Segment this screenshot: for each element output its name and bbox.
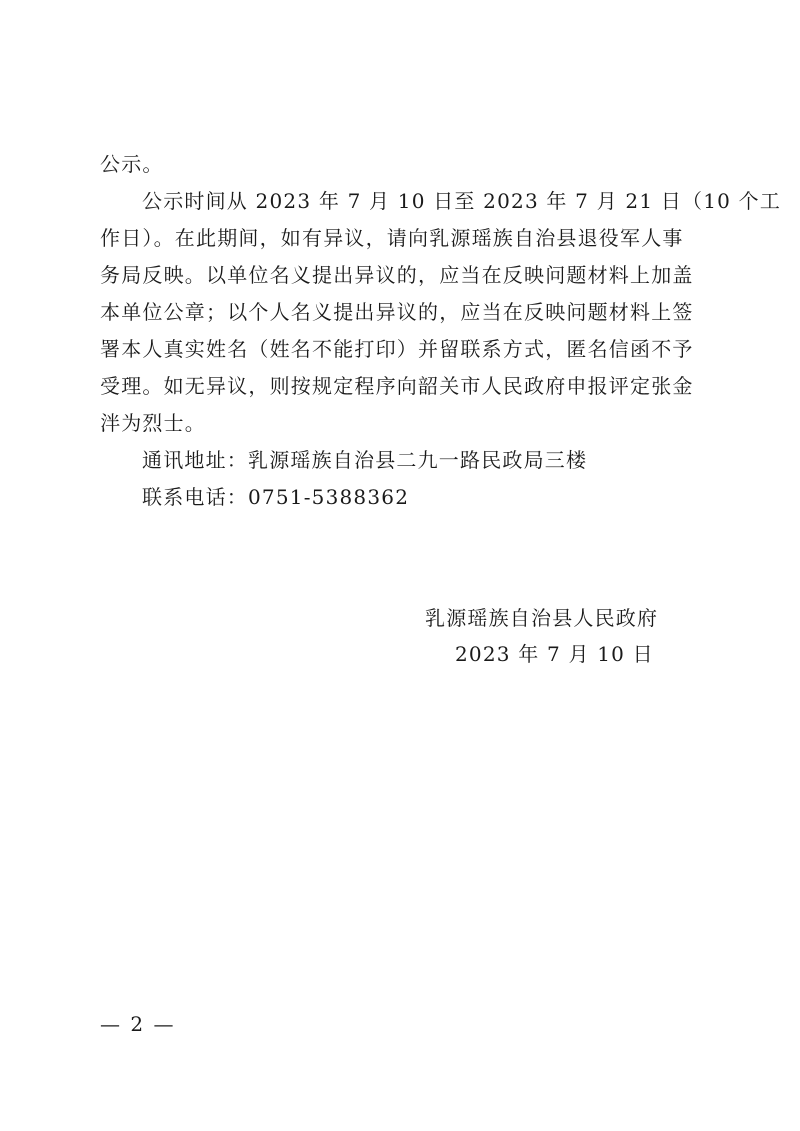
document-body xyxy=(100,146,782,516)
paragraph-line: 署本人真实姓名（姓名不能打印）并留联系方式，匿名信函不予 xyxy=(100,337,694,361)
paragraph-line: 泮为烈士。 xyxy=(100,411,206,435)
paragraph-line: 公示。 xyxy=(100,152,164,176)
paragraph-line: 受理。如无异议，则按规定程序向韶关市人民政府申报评定张金 xyxy=(100,374,694,398)
paragraph-line: 公示时间从 2023 年 7 月 10 日至 2023 年 7 月 21 日（10 个工 xyxy=(142,189,782,213)
page-number: — 2 — xyxy=(100,1012,176,1036)
paragraph-line: 本单位公章；以个人名义提出异议的，应当在反映问题材料上签 xyxy=(100,300,694,324)
signature-date: 2023 年 7 月 10 日 xyxy=(455,642,654,666)
signature-organization: 乳源瑶族自治县人民政府 xyxy=(425,606,659,630)
signature-block xyxy=(425,600,705,672)
contact-phone: 联系电话：0751-5388362 xyxy=(142,485,410,509)
contact-address: 通讯地址：乳源瑶族自治县二九一路民政局三楼 xyxy=(142,448,588,472)
paragraph-line: 务局反映。以单位名义提出异议的，应当在反映问题材料上加盖 xyxy=(100,263,694,287)
paragraph-line: 作日）。在此期间，如有异议，请向乳源瑶族自治县退役军人事 xyxy=(100,226,684,250)
